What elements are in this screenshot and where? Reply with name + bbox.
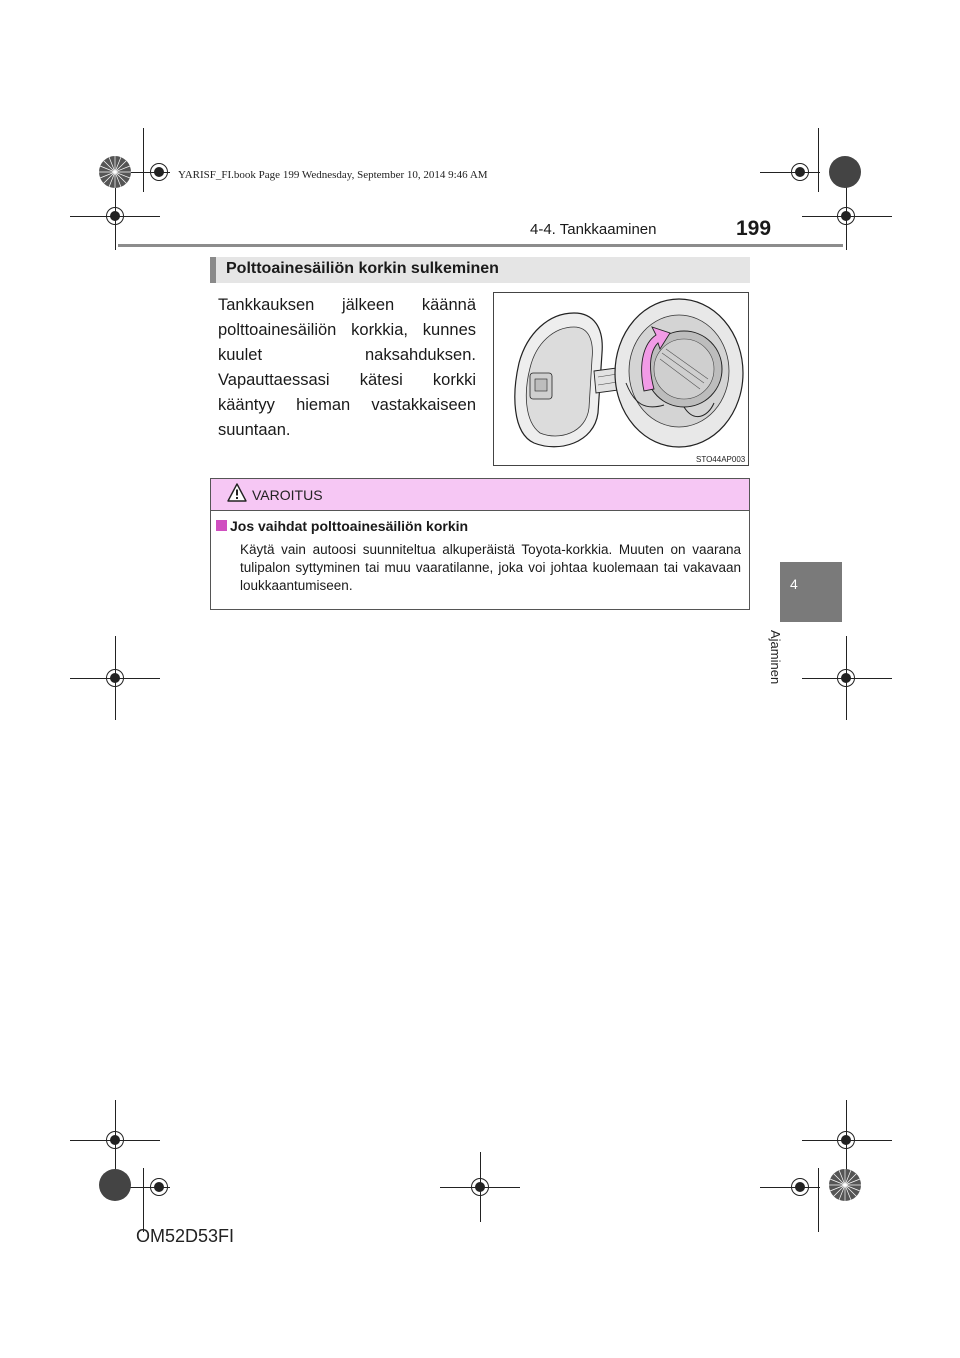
print-starburst-icon xyxy=(828,1168,862,1202)
header-section-title: 4-4. Tankkaaminen xyxy=(530,221,657,238)
chapter-number: 4 xyxy=(790,576,798,592)
print-dot-icon xyxy=(98,1168,132,1202)
registration-dot-icon xyxy=(110,211,120,221)
warning-text: Käytä vain autoosi suunniteltua alkuperäistä Toyota-korkkia. Muuten on vaarana tulipalon syttyminen tai muu vaaratilanne, joka voi johtaa kuolemaan tai vakavaan loukkaantumiseen. xyxy=(240,542,741,593)
registration-dot-icon xyxy=(154,1182,164,1192)
section-title: Polttoainesäiliön korkin sulkeminen xyxy=(226,260,499,277)
page-number: 199 xyxy=(736,217,772,240)
fuel-cap-illustration xyxy=(493,292,749,466)
registration-dot-icon xyxy=(841,673,851,683)
crop-line xyxy=(760,172,820,173)
warning-header xyxy=(211,479,749,511)
fuel-door-drawing xyxy=(494,293,748,465)
header-rule xyxy=(118,244,843,247)
section-body-text: Tankkauksen jälkeen käännä polttoainesäiliön korkkia, kunnes kuulet naksahduksen. Vapauttaessasi kätesi korkki kääntyy hieman vastakkaiseen suuntaan. xyxy=(218,296,476,439)
crop-line xyxy=(818,128,819,192)
registration-dot-icon xyxy=(110,1135,120,1145)
figure-code: STO44AP003 xyxy=(696,455,746,464)
warning-bullet-square-icon xyxy=(216,520,227,531)
registration-dot-icon xyxy=(841,211,851,221)
chapter-tab xyxy=(780,562,842,622)
warning-title: VAROITUS xyxy=(252,487,323,503)
crop-line xyxy=(760,1187,820,1188)
print-starburst-icon xyxy=(98,155,132,189)
registration-dot-icon xyxy=(154,167,164,177)
registration-dot-icon xyxy=(841,1135,851,1145)
warning-heading: Jos vaihdat polttoainesäiliön korkin xyxy=(230,518,469,534)
registration-dot-icon xyxy=(110,673,120,683)
crop-line xyxy=(143,128,144,192)
book-info-stamp: YARISF_FI.book Page 199 Wednesday, September 10, 2014 9:46 AM xyxy=(178,169,488,181)
warning-triangle-icon xyxy=(227,483,247,503)
chapter-label xyxy=(768,630,805,700)
crop-line xyxy=(143,1168,144,1232)
registration-dot-icon xyxy=(795,167,805,177)
registration-dot-icon xyxy=(475,1182,485,1192)
chapter-label-text: Ajaminen xyxy=(768,630,783,685)
warning-box xyxy=(210,478,750,610)
section-heading-bar xyxy=(210,257,750,283)
document-code: OM52D53FI xyxy=(136,1226,235,1246)
crop-line xyxy=(818,1168,819,1232)
print-dot-icon xyxy=(828,155,862,189)
registration-dot-icon xyxy=(795,1182,805,1192)
